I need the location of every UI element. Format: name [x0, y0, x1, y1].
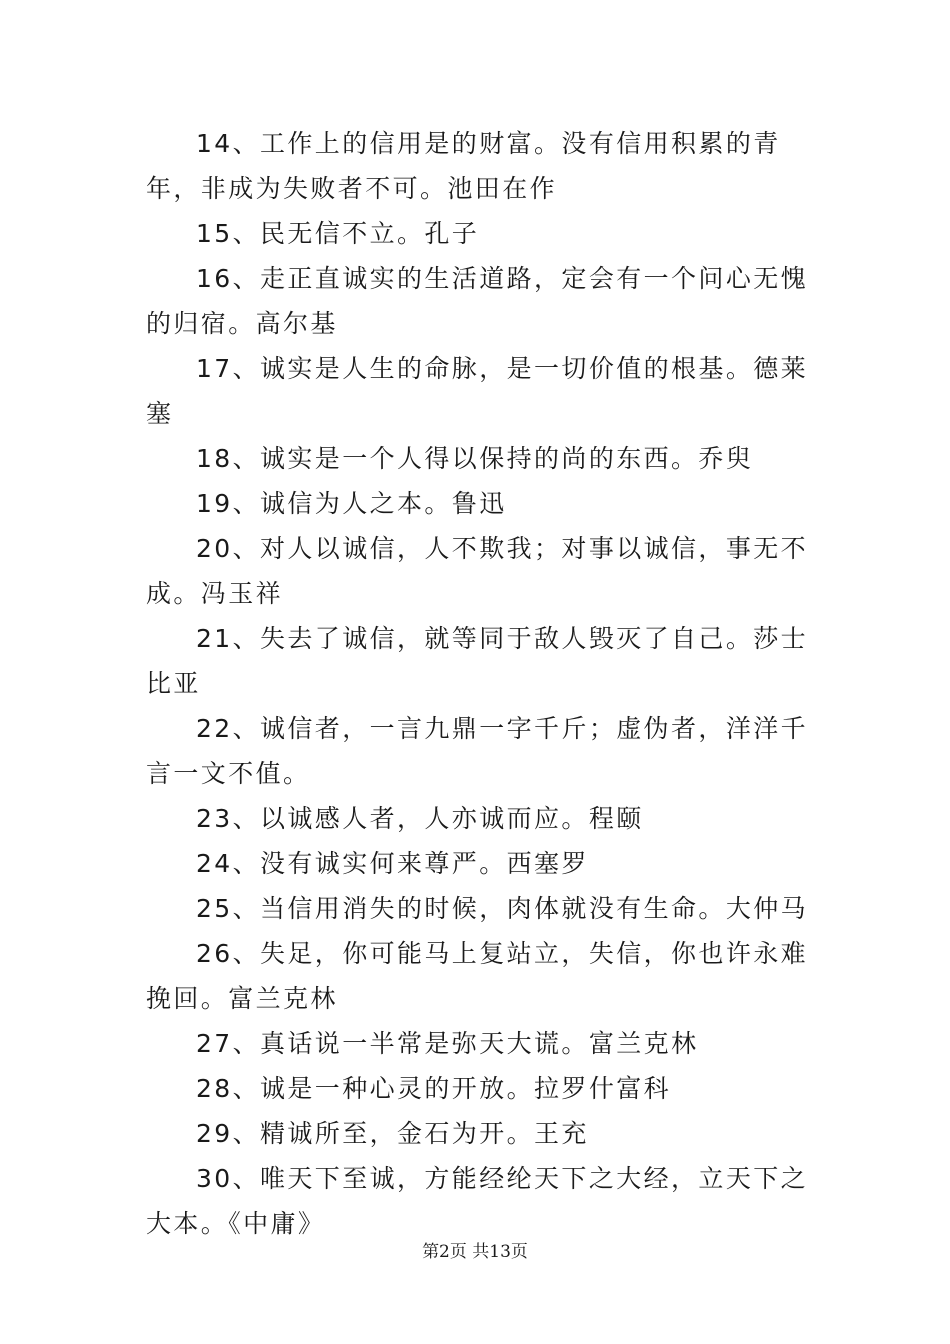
document-body	[146, 121, 810, 1246]
quote-paragraph: 14、工作上的信用是的财富。没有信用积累的青年，非成为失败者不可。池田在作	[146, 129, 781, 203]
quote-paragraph: 27、真话说一半常是弥天大谎。富兰克林	[196, 1029, 699, 1058]
quote-paragraph: 18、诚实是一个人得以保持的尚的东西。乔臾	[196, 444, 754, 473]
quote-paragraph: 23、以诚感人者，人亦诚而应。程颐	[196, 804, 644, 833]
quote-paragraph: 21、失去了诚信，就等同于敌人毁灭了自己。莎士比亚	[146, 624, 809, 698]
quote-paragraph: 17、诚实是人生的命脉，是一切价值的根基。德莱塞	[146, 354, 809, 428]
quote-paragraph: 25、当信用消失的时候，肉体就没有生命。大仲马	[196, 894, 809, 923]
quote-paragraph: 19、诚信为人之本。鲁迅	[196, 489, 507, 518]
quote-paragraph: 15、民无信不立。孔子	[196, 219, 480, 248]
quote-paragraph: 20、对人以诚信，人不欺我；对事以诚信，事无不成。冯玉祥	[146, 534, 809, 608]
quote-paragraph: 16、走正直诚实的生活道路，定会有一个问心无愧的归宿。高尔基	[146, 264, 809, 338]
quote-paragraph: 24、没有诚实何来尊严。西塞罗	[196, 849, 589, 878]
quote-paragraph: 26、失足，你可能马上复站立，失信，你也许永难挽回。富兰克林	[146, 939, 809, 1013]
page-number-footer: 第2页 共13页	[422, 1242, 528, 1262]
quote-paragraph: 29、精诚所至，金石为开。王充	[196, 1119, 589, 1148]
quote-paragraph: 30、唯天下至诚，方能经纶天下之大经，立天下之大本。《中庸》	[146, 1164, 809, 1238]
quote-paragraph: 28、诚是一种心灵的开放。拉罗什富科	[196, 1074, 672, 1103]
quote-paragraph: 22、诚信者，一言九鼎一字千斤；虚伪者，洋洋千言一文不值。	[146, 714, 809, 788]
